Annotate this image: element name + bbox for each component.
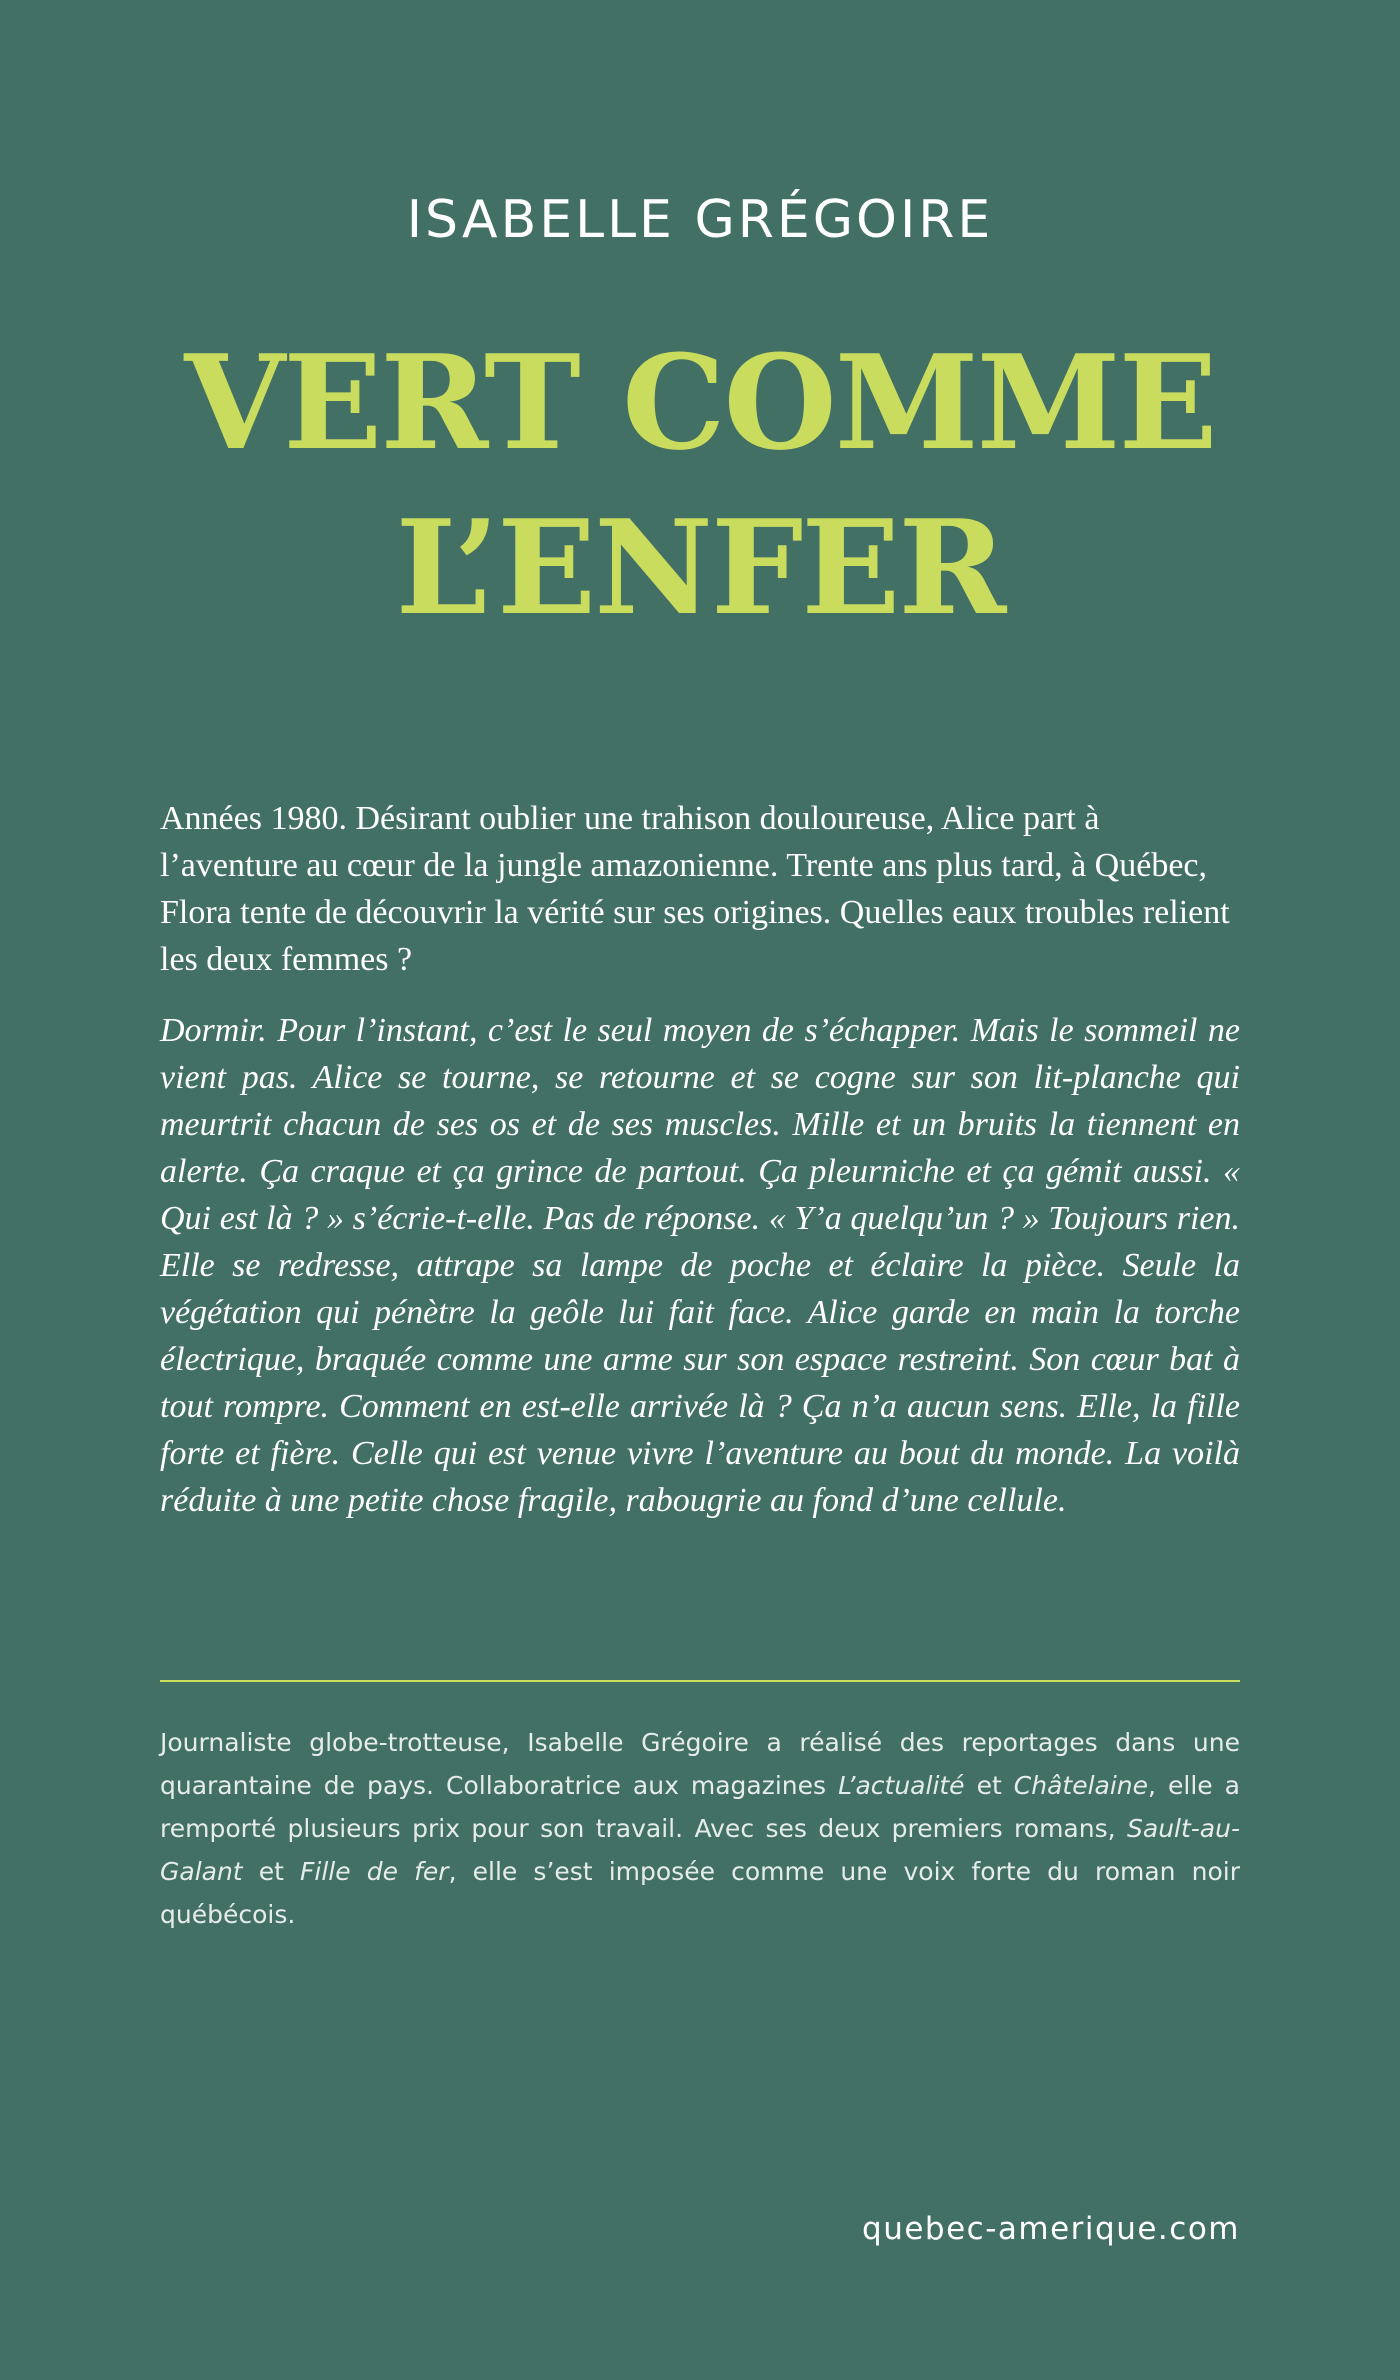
- excerpt-paragraph: Dormir. Pour l’instant, c’est le seul moyen de s’échapper. Mais le sommeil ne vient pas. Alice se tourne, se retourne et se cogne sur son lit-planche qui meurtrit chacun de ses os et de ses muscles. Mille et un bruits la tiennent en alerte. Ça craque et ça grince de partout. Ça pleurniche et ça gémit aussi. « Qui est là ? » s’écrie-t-elle. Pas de réponse. « Y’a quelqu’un ? » Toujours rien. Elle se redresse, attrape sa lampe de poche et éclaire la pièce. Seule la végétation qui pénètre la geôle lui fait face. Alice garde en main la torche électrique, braquée comme une arme sur son espace restreint. Son cœur bat à tout rompre. Comment en est-elle arrivée là ? Ça n’a aucun sens. Elle, la fille forte et fière. Celle qui est venue vivre l’aventure au bout du monde. La voilà réduite à une petite chose fragile, rabougrie au fond d’une cellule.: [160, 1012, 1240, 1519]
- bio-text-5: , elle s’est imposée comme une voix forte du roman noir québécois.: [160, 1857, 1240, 1929]
- bio-text-1: Journaliste globe-trotteuse, Isabelle Grégoire a réalisé des reportages dans une quarantaine de pays. Collaboratrice aux magazines: [160, 1728, 1240, 1800]
- bio-text-2: et: [964, 1771, 1014, 1800]
- author-name: ISABELLE GRÉGOIRE: [406, 190, 994, 250]
- bio-novel-fille-de-fer: Fille de fer: [300, 1857, 449, 1886]
- bio-magazine-chatelaine: Châtelaine: [1013, 1771, 1149, 1800]
- author-bio: [160, 1721, 1240, 1936]
- bio-novel-sault-au-galant: Sault-au-Galant: [160, 1814, 1240, 1886]
- book-title: [0, 320, 1400, 650]
- bio-text-4: et: [242, 1857, 301, 1886]
- book-title-line-2: L’ENFER: [395, 491, 1005, 644]
- bio-text-3: , elle a remporté plusieurs prix pour son travail. Avec ses deux premiers romans,: [160, 1771, 1240, 1843]
- publisher-website: quebec-amerique.com: [862, 2211, 1240, 2247]
- synopsis-paragraph: Années 1980. Désirant oublier une trahison douloureuse, Alice part à l’aventure au cœur de la jungle amazonienne. Trente ans plus tard, à Québec, Flora tente de découvrir la vérité sur ses origines. Quelles eaux troubles relient les deux femmes ?: [160, 800, 1230, 978]
- book-title-line-1: VERT COMME: [184, 326, 1216, 479]
- section-divider: [160, 1680, 1240, 1682]
- bio-magazine-lactualite: L’actualité: [838, 1771, 965, 1800]
